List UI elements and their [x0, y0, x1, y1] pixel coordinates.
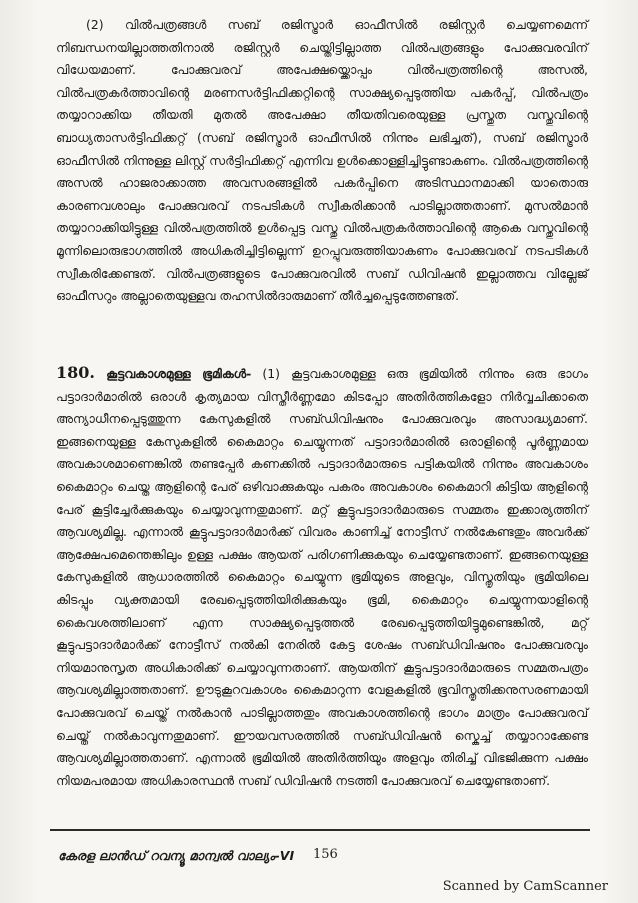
section-180	[56, 362, 588, 792]
footer-book-title: കേരള ലാൻഡ് റവന്യൂ മാന്വൽ വാല്യം-VI	[58, 848, 295, 863]
section-text: (1) കൂട്ടവകാശമുള്ള ഒരു ഭൂമിയിൽ നിന്നും ഒരു ഭാഗം പട്ടാദാർമാരിൽ ഒരാൾ കൃത്യമായ വിസ്തീർണ്ണമോ കിടപ്പോ അതിർത്തികളോ നിർവ്വചിക്കാതെ അന്യാധീനപ്പെടുത്തുന്ന കേസുകളിൽ സബ്ഡിവിഷനും പോക്കുവരവും അസാദ്ധ്യമാണ്. ഇങ്ങനെയുള്ള കേസുകളിൽ കൈമാറ്റം ചെയ്യുന്നത് പട്ടാദാർമാരിൽ ഒരാളിന്റെ പൂർണ്ണമായ അവകാശമാണെങ്കിൽ തണ്ടപ്പേർ കണക്കിൽ പട്ടാദാർമാരുടെ പട്ടികയിൽ നിന്നും അവകാശം കൈമാറ്റം ചെയ്ത ആളിന്റെ പേര് ഒഴിവാക്കുകയും പകരം അവകാശം കൈമാറി കിട്ടിയ ആളിന്റെ പേര് കൂട്ടിച്ചേർക്കുകയും ചെയ്യാവുന്നതുമാണ്. മറ്റ് കൂട്ടുപട്ടാദാർമാരുടെ സമ്മതം ഇക്കാര്യത്തിന് ആവശ്യമില്ല. എന്നാൽ കൂട്ടുപട്ടാദാർമാർക്ക് വിവരം കാണിച്ച് നോട്ടീസ് നൽകേണ്ടതും അവർക്ക് ആക്ഷേപമെന്തെങ്കിലും ഉള്ള പക്ഷം ആയത് പരിഗണിക്കുകയും ചെയ്യേണ്ടതാണ്. ഇങ്ങനെയുള്ള കേസുകളിൽ ആധാരത്തിൽ കൈമാറ്റം ചെയ്യുന്ന ഭൂമിയുടെ അളവും, വിസ്തൃതിയും ഭൂമിയിലെ കിടപ്പും വ്യക്തമായി രേഖപ്പെടുത്തിയിരിക്കുകയും ഭൂമി, കൈമാറ്റം ചെയ്യുന്നയാളിന്റെ കൈവശത്തിലാണ് എന്ന സാക്ഷ്യപ്പെടുത്തൽ രേഖപ്പെടുത്തിയിട്ടുമുണ്ടെങ്കിൽ, മറ്റ് കൂട്ടുപട്ടാദാർമാർക്ക് നോട്ടീസ് നൽകി നേരിൽ കേട്ട ശേഷം സബ്ഡിവിഷനും പോക്കുവരവും നിയമാനുസൃത അധികാരിക്ക് ചെയ്യാവുന്നതാണ്. ആയതിന് കൂട്ടുപട്ടാദാർമാരുടെ സമ്മതപത്രം ആവശ്യമില്ലാത്തതാണ്. ഊടുകൂറവകാശം കൈമാറുന്ന വേളകളിൽ ഭൂവിസ്തൃതിക്കനുസരണമായി പോക്കുവരവ് ചെയ്ത് നൽകാൻ പാടില്ലാത്തതും അവകാശത്തിന്റെ ഭാഗം മാത്രം പോക്കുവരവ് ചെയ്ത് നൽകാവുന്നതുമാണ്. ഈയവസരത്തിൽ സബ്ഡിവിഷൻ സ്കെച്ച് തയ്യാറാക്കേണ്ട ആവശ്യമില്ലാത്തതാണ്. എന്നാൽ ഭൂമിയിൽ അതിർത്തിയും അളവും തിരിച്ച് വിഭജിക്കുന്ന പക്ഷം നിയമപരമായ അധികാരസ്ഥൻ സബ് ഡിവിഷൻ നടത്തി പോക്കുവരവ് ചെയ്യേണ്ടതാണ്.	[56, 366, 588, 788]
footer-divider	[50, 829, 590, 831]
section-number: 180.	[56, 363, 95, 382]
paragraph-marker: (2)	[86, 17, 104, 32]
paragraph-text: വിൽപത്രങ്ങൾ സബ് രജിസ്ട്രാർ ഓഫീസിൽ രജിസ്റ്റർ ചെയ്യണമെന്ന് നിബന്ധനയില്ലാത്തതിനാൽ രജിസ്റ്റർ ചെയ്തിട്ടില്ലാത്ത വിൽപത്രങ്ങളും പോക്കുവരവിന് വിധേയമാണ്. പോക്കുവരവ് അപേക്ഷയ്ക്കൊപ്പം വിൽപത്രത്തിന്റെ അസൽ, വിൽപത്രകർത്താവിന്റെ മരണസർട്ടിഫിക്കറ്റിന്റെ സാക്ഷ്യപ്പെടുത്തിയ പകർപ്പ്, വിൽപത്രം തയ്യാറാക്കിയ തീയതി മുതൽ അപേക്ഷാ തീയതിവരെയുള്ള പ്രസ്തുത വസ്തുവിന്റെ ബാധ്യതാസർട്ടിഫിക്കറ്റ് (സബ് രജിസ്ട്രാർ ഓഫീസിൽ നിന്നും ലഭിച്ചത്), സബ് രജിസ്ട്രാർ ഓഫീസിൽ നിന്നുള്ള ലിസ്റ്റ് സർട്ടിഫിക്കറ്റ് എന്നിവ ഉൾക്കൊള്ളിച്ചിട്ടുണ്ടാകണം. വിൽപത്രത്തിന്റെ അസൽ ഹാജരാക്കാത്ത അവസരങ്ങളിൽ പകർപ്പിനെ അടിസ്ഥാനമാക്കി യാതൊരു കാരണവശാലും പോക്കുവരവ് നടപടികൾ സ്വീകരിക്കാൻ പാടില്ലാത്തതാണ്. മുസൽമാൻ തയ്യാറാക്കിയിട്ടുള്ള വിൽപത്രത്തിൽ ഉൾപ്പെട്ട വസ്തു വിൽപത്രകർത്താവിന്റെ ആകെ വസ്തുവിന്റെ മൂന്നിലൊരുഭാഗത്തിൽ അധികരിച്ചിട്ടില്ലെന്ന് ഉറപ്പുവരുത്തിയാകണം പോക്കുവരവ് നടപടികൾ സ്വീകരിക്കേണ്ടത്. വിൽപത്രങ്ങളുടെ പോക്കുവരവിൽ സബ് ഡിവിഷൻ ഇല്ലാത്തവ വില്ലേജ് ഓഫീസറും അല്ലാതെയുള്ളവ തഹസിൽദാരുമാണ് തീർച്ചപ്പെടുത്തേണ്ടത്.	[56, 17, 588, 304]
page-number: 156	[313, 847, 338, 862]
scanner-watermark: Scanned by CamScanner	[442, 879, 608, 894]
paragraph-2-wills	[56, 14, 588, 308]
section-heading: കൂട്ടവകാശമുള്ള ഭൂമികൾ-	[106, 366, 252, 381]
